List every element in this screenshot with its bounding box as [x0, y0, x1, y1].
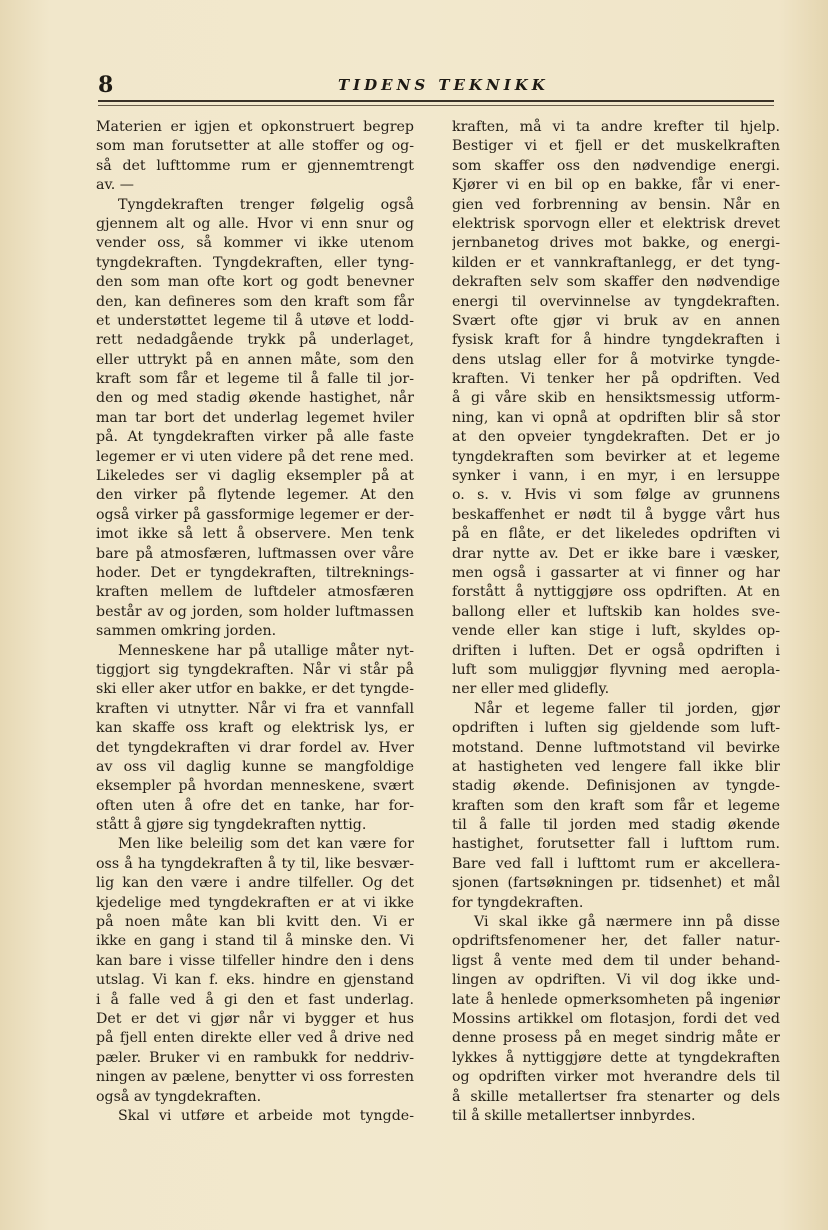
- text-line: Tyngdekraften trenger følgelig også: [118, 196, 414, 213]
- text-line: forstått å nyttiggjøre oss opdriften. At en: [452, 584, 780, 601]
- text-line: ning, kan vi opnå at opdriften blir så stor: [452, 409, 780, 426]
- text-line: hastighet, forutsetter fall i lufttom rum.: [452, 836, 780, 853]
- text-line: Når et legeme faller til jorden, gjør: [474, 700, 780, 717]
- header-rule: [98, 100, 774, 106]
- text-line: vender oss, så kommer vi ikke utenom: [96, 235, 414, 252]
- text-line: ningen av pælene, benytter vi oss forresten: [96, 1069, 414, 1086]
- text-line: Materien er igjen et opkonstruert begrep: [96, 119, 414, 135]
- text-line: men også i gassarter at vi finner og har: [452, 564, 780, 581]
- text-line: den, kan defineres som den kraft som får: [96, 293, 414, 310]
- text-line: Men like beleilig som det kan være for: [118, 836, 414, 853]
- text-line: til å falle til jorden med stadig økende: [452, 817, 780, 834]
- text-line: kraften vi utnytter. Når vi fra et vannfall: [96, 700, 414, 717]
- text-line: Det er det vi gjør når vi bygger et hus: [96, 1010, 414, 1027]
- text-line: beskaffenhet er nødt til å bygge vårt hus: [452, 506, 780, 523]
- text-line: av oss vil daglig kunne se mangfoldige: [96, 758, 414, 775]
- text-line: på fjell enten direkte eller ved å drive ned: [96, 1030, 414, 1047]
- text-line: pæler. Bruker vi en rambukk for neddriv-: [96, 1049, 414, 1066]
- text-line: at den opveier tyngdekraften. Det er jo: [452, 429, 780, 446]
- text-line: og opdriften virker mot hverandre dels til: [452, 1069, 780, 1086]
- text-line: av. —: [96, 177, 134, 194]
- text-line: Bare ved fall i lufttomt rum er akcellera-: [452, 855, 780, 872]
- text-line: late å henlede opmerksomheten på ingeniør: [452, 991, 780, 1008]
- text-line: kraften, må vi ta andre krefter til hjelp.: [452, 119, 780, 135]
- text-line: så det lufttomme rum er gjennemtrengt: [96, 157, 414, 174]
- text-line: også av tyngdekraften.: [96, 1088, 262, 1105]
- text-line: gien ved forbrenning av bensin. Når en: [452, 196, 780, 213]
- text-line: å skille metallertser fra stenarter og dels: [452, 1088, 780, 1105]
- text-line: eller uttrykt på en annen måte, som den: [96, 351, 414, 368]
- text-line: å gi våre skib en hensiktsmessig utform-: [452, 390, 780, 407]
- text-line: o. s. v. Hvis vi som følge av grunnens: [452, 487, 780, 504]
- text-line: som skaffer oss den nødvendige energi.: [452, 157, 780, 174]
- text-line: kilden er et vannkraftanlegg, er det tyng-: [452, 254, 780, 271]
- text-line: gjennem alt og alle. Hvor vi enn snur og: [96, 215, 414, 232]
- text-line: kjedelige med tyngdekraften er at vi ikke: [96, 894, 414, 911]
- text-line: tyngdekraften. Tyngdekraften, eller tyng-: [96, 254, 414, 271]
- text-line: Kjører vi en bil op en bakke, får vi ener-: [452, 177, 780, 194]
- text-line: sjonen (fartsøkningen pr. tidsenhet) et mål: [452, 875, 780, 892]
- text-line: ski eller aker utfor en bakke, er det tyngde-: [96, 681, 414, 698]
- text-line: driften i luften. Det er også opdriften i: [452, 642, 780, 659]
- text-line: Svært ofte gjør vi bruk av en annen: [452, 312, 780, 329]
- text-line: Likeledes ser vi daglig eksempler på at: [96, 468, 414, 485]
- text-line: hoder. Det er tyngdekraften, tiltreknings-: [96, 564, 414, 581]
- text-line: kraft som får et legeme til å falle til jor-: [96, 371, 414, 388]
- text-line: den som man ofte kort og godt benevner: [96, 274, 414, 291]
- text-line: det tyngdekraften vi drar fordel av. Hver: [96, 739, 414, 756]
- text-line: imot ikke så lett å observere. Men tenk: [96, 526, 414, 543]
- page-number: 8: [98, 72, 114, 98]
- text-line: stått å gjøre sig tyngdekraften nyttig.: [96, 817, 367, 834]
- text-line: Bestiger vi et fjell er det muskelkraften: [452, 138, 780, 155]
- text-line: den og med stadig økende hastighet, når: [96, 390, 414, 407]
- text-line: ikke en gang i stand til å minske den. Vi: [96, 933, 414, 950]
- text-line: kraften som den kraft som får et legeme: [452, 797, 780, 814]
- text-line: tiggjort sig tyngdekraften. Når vi står på: [96, 661, 414, 678]
- text-line: utslag. Vi kan f. eks. hindre en gjenstand: [96, 972, 414, 989]
- text-line: stadig økende. Definisjonen av tyngde-: [452, 778, 780, 795]
- text-line: lykkes å nyttiggjøre dette at tyngdekraften: [452, 1049, 780, 1066]
- text-line: oss å ha tyngdekraften å ty til, like besvær-: [96, 855, 414, 872]
- text-line: fysisk kraft for å hindre tyngdekraften i: [452, 332, 780, 349]
- text-line: Mossins artikkel om flotasjon, fordi det ved: [452, 1010, 780, 1027]
- text-line: dens utslag eller for å motvirke tyngde-: [452, 351, 780, 368]
- text-line: legemer er vi uten videre på det rene med.: [96, 448, 414, 465]
- text-line: består av og jorden, som holder luftmassen: [96, 603, 414, 620]
- text-line: som man forutsetter at alle stoffer og og-: [96, 138, 414, 155]
- text-line: motstand. Denne luftmotstand vil bevirke: [452, 739, 780, 756]
- text-line: lingen av opdriften. Vi vil dog ikke und-: [452, 972, 780, 989]
- text-line: luft som muliggjør flyvning med aeropla-: [452, 661, 780, 678]
- text-line: ner eller med glidefly.: [452, 681, 610, 698]
- text-line: ligst å vente med dem til under behand-: [452, 952, 780, 969]
- text-line: Menneskene har på utallige måter nyt-: [118, 642, 414, 659]
- text-line: den virker på flytende legemer. At den: [96, 487, 414, 504]
- left-text-column: [96, 118, 414, 1126]
- text-line: kan bare i visse tilfeller hindre den i dens: [96, 952, 414, 969]
- text-line: kan skaffe oss kraft og elektrisk lys, er: [96, 720, 414, 737]
- text-line: opdriftsfenomener her, det faller natur-: [452, 933, 780, 950]
- text-line: kraften mellem de luftdeler atmosfæren: [96, 584, 414, 601]
- text-line: energi til overvinnelse av tyngdekraften.: [452, 293, 780, 310]
- text-line: på en flåte, er det likeledes opdriften vi: [452, 526, 780, 543]
- text-line: eksempler på hvordan menneskene, svært: [96, 778, 414, 795]
- text-line: often uten å ofre det en tanke, har for-: [96, 797, 414, 814]
- journal-title: TIDENS TEKNIKK: [338, 76, 549, 94]
- text-line: også virker på gassformige legemer er der-: [96, 506, 414, 523]
- text-line: Vi skal ikke gå nærmere inn på disse: [474, 914, 780, 931]
- text-line: til å skille metallertser innbyrdes.: [452, 1107, 696, 1124]
- text-line: sammen omkring jorden.: [96, 623, 277, 640]
- text-line: for tyngdekraften.: [452, 894, 584, 911]
- text-line: denne prosess på en meget sindrig måte er: [452, 1030, 780, 1047]
- text-line: Skal vi utføre et arbeide mot tyngde-: [118, 1107, 414, 1124]
- text-line: man tar bort det underlag legemet hviler: [96, 409, 414, 426]
- text-line: på. At tyngdekraften virker på alle faste: [96, 429, 414, 446]
- text-line: ballong eller et luftskib kan holdes sve-: [452, 603, 780, 620]
- right-text-column: [452, 118, 780, 1126]
- page-header: [98, 72, 774, 102]
- text-line: at hastigheten ved lengere fall ikke blir: [452, 758, 780, 775]
- text-line: lig kan den være i andre tilfeller. Og det: [96, 875, 414, 892]
- text-line: i å falle ved å gi den et fast underlag.: [96, 991, 414, 1008]
- text-line: vende eller kan stige i luft, skyldes op-: [452, 623, 780, 640]
- text-line: dekraften selv som skaffer den nødvendige: [452, 274, 780, 291]
- text-line: elektrisk sporvogn eller et elektrisk drevet: [452, 215, 780, 232]
- text-line: jernbanetog drives mot bakke, og energi-: [452, 235, 780, 252]
- text-line: på noen måte kan bli kvitt den. Vi er: [96, 914, 414, 931]
- text-line: synker i vann, i en myr, i en lersuppe: [452, 468, 780, 485]
- text-line: rett nedadgående trykk på underlaget,: [96, 332, 414, 349]
- text-line: kraften. Vi tenker her på opdriften. Ved: [452, 371, 780, 388]
- text-line: bare på atmosfæren, luftmassen over våre: [96, 545, 414, 562]
- text-line: tyngdekraften som bevirker at et legeme: [452, 448, 780, 465]
- text-line: et understøttet legeme til å utøve et lodd-: [96, 312, 414, 329]
- text-line: drar nytte av. Det er ikke bare i væsker,: [452, 545, 780, 562]
- text-line: opdriften i luften sig gjeldende som luft-: [452, 720, 780, 737]
